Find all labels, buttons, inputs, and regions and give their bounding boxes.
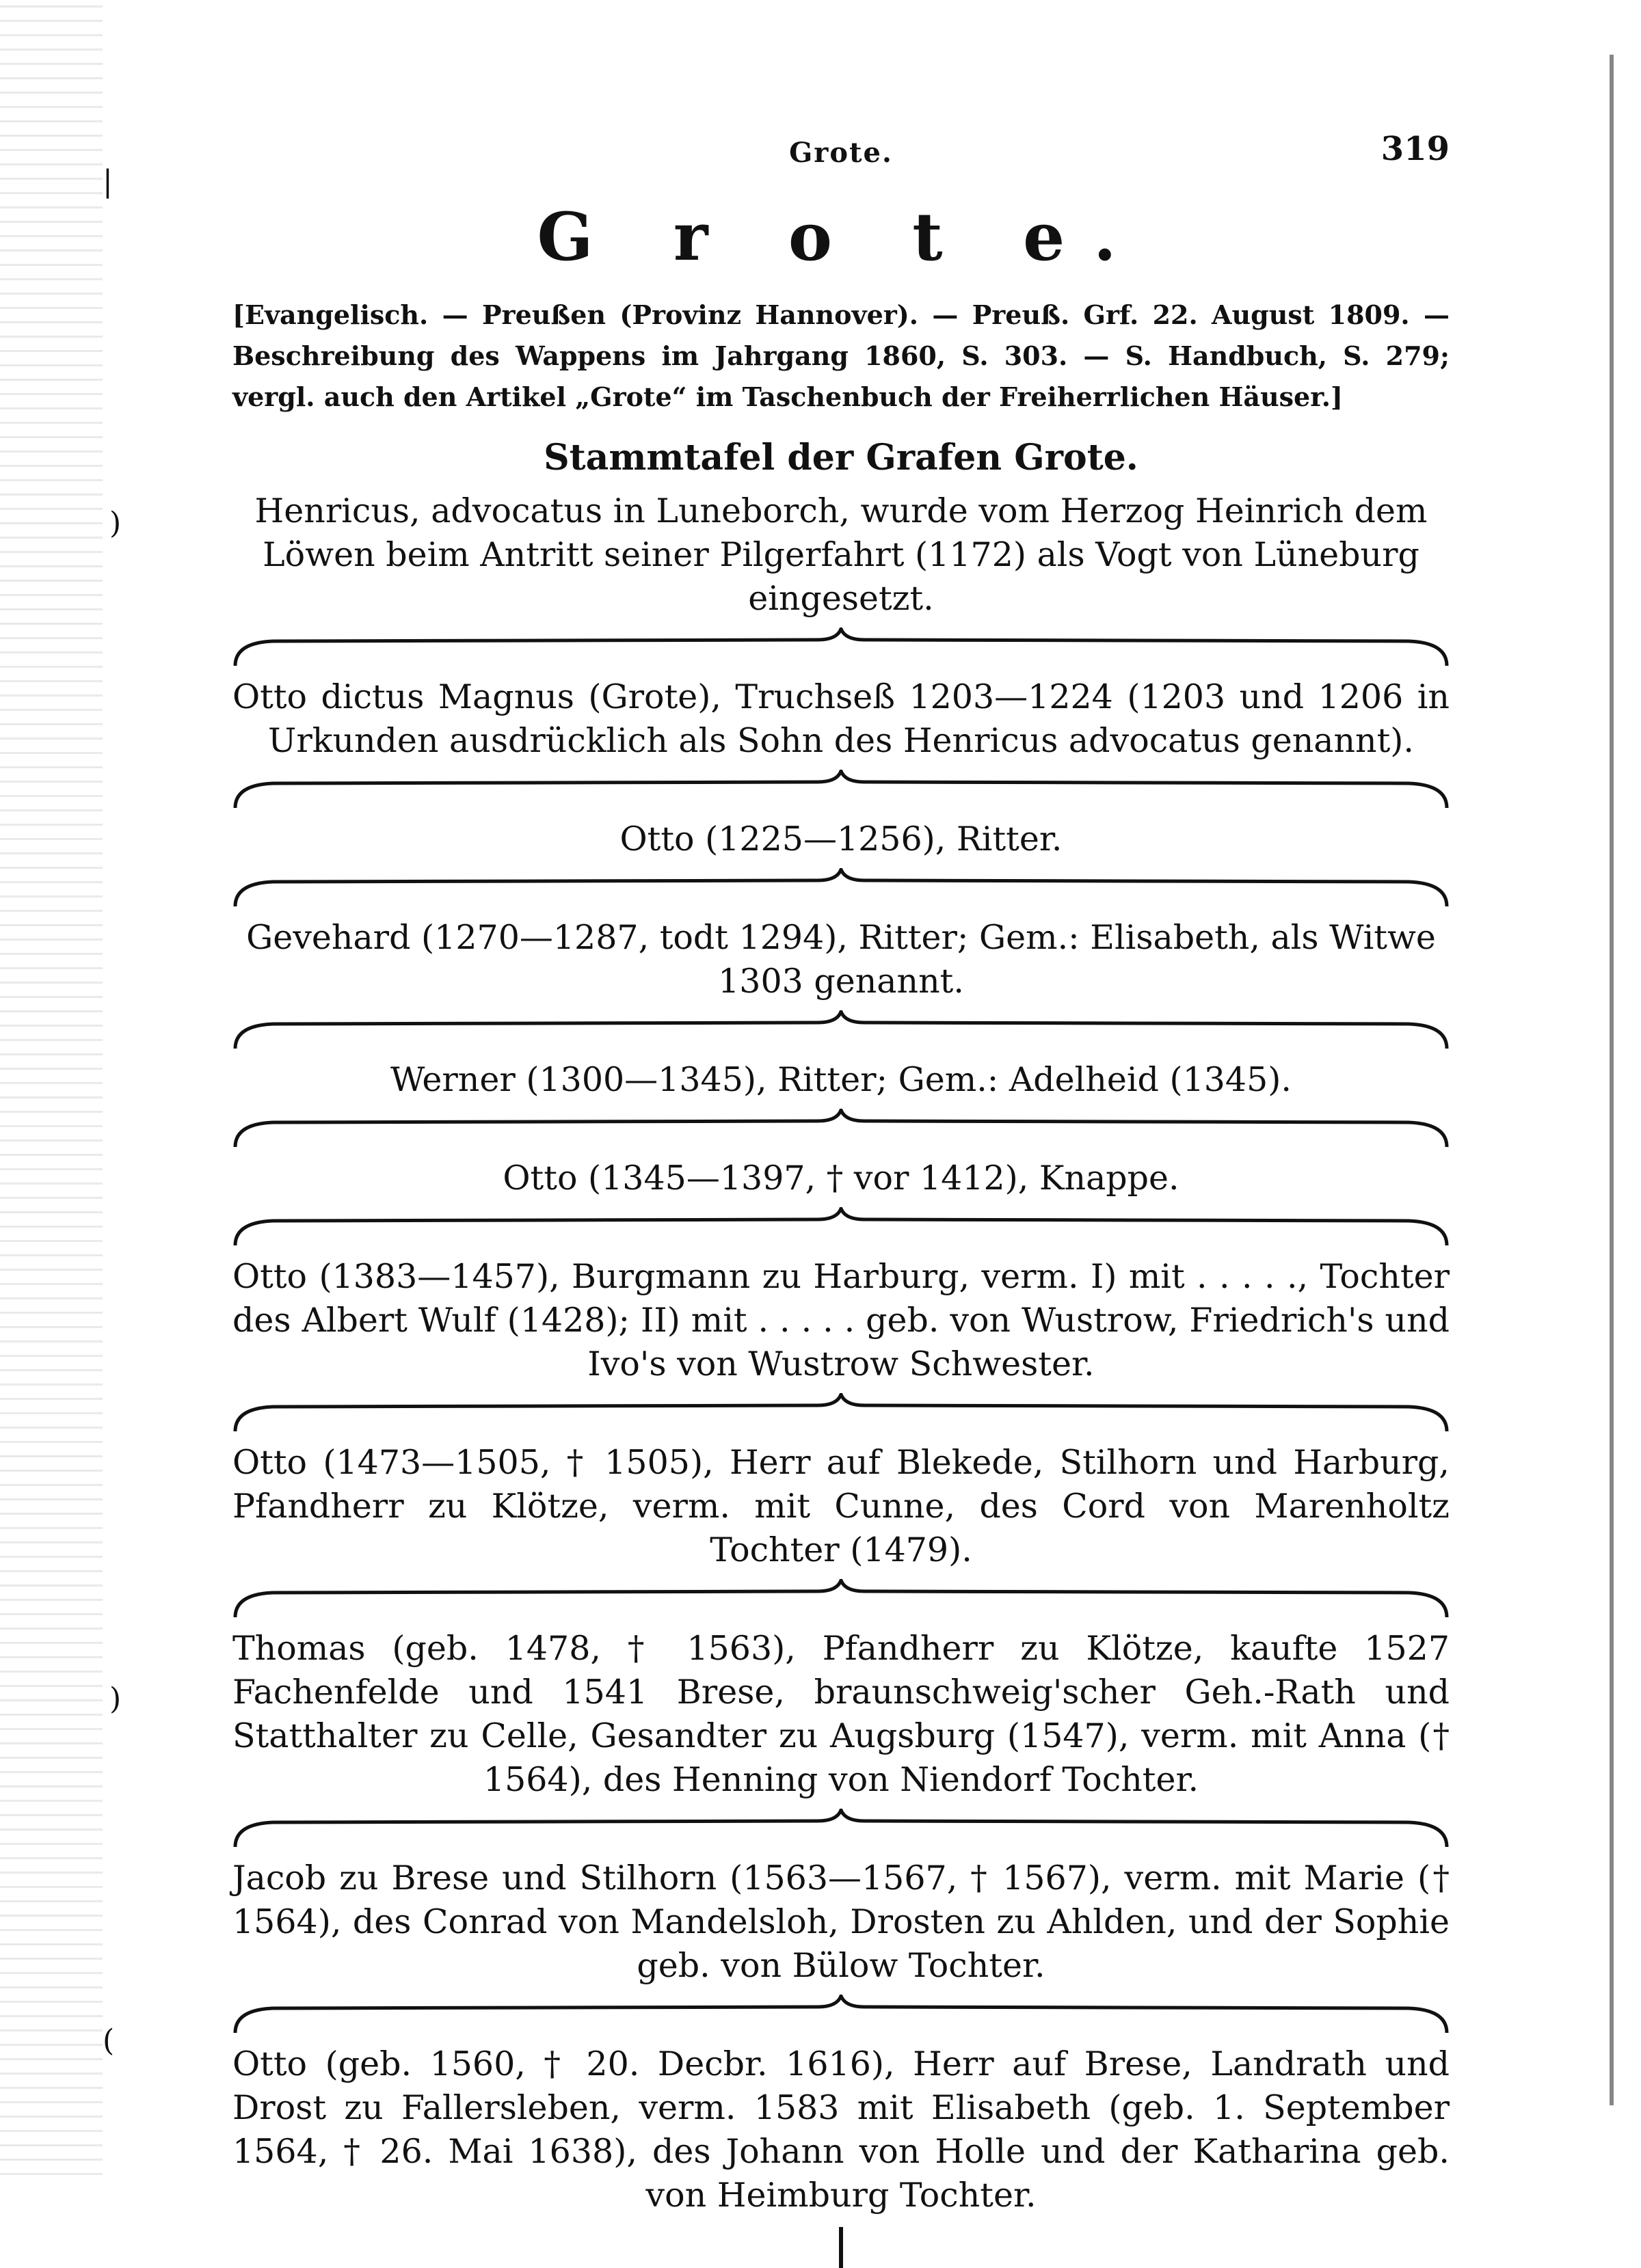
brace-connector	[232, 1010, 1450, 1051]
generation-entry: Jacob zu Brese und Stilhorn (1563—1567, † 1567), verm. mit Marie († 1564), des Conrad von Mandelsloh, Drosten zu Ahlden, und der Sophie geb. von Bülow Tochter.	[232, 1859, 1450, 1985]
generation-entry: Otto (1473—1505, † 1505), Herr auf Blekede, Stilhorn und Harburg, Pfandherr zu Klötze, verm. mit Cunne, des Cord von Marenholtz Tochter (1479).	[232, 1443, 1450, 1569]
brace-connector	[232, 868, 1450, 909]
generation-entry: Thomas (geb. 1478, † 1563), Pfandherr zu Klötze, kaufte 1527 Fachenfelde und 1541 Brese, braunschweig'scher Geh.-Rath und Statthalter zu Celle, Gesandter zu Augsburg (1547), verm. mit Anna († 1564), des Henning von Niendorf Tochter.	[232, 1629, 1450, 1799]
scan-mark: )	[109, 1682, 122, 1716]
brace-connector	[232, 1393, 1450, 1434]
brace-connector	[232, 1109, 1450, 1150]
scan-right-edge	[1610, 55, 1614, 2105]
generation-entry: Henricus, advocatus in Luneborch, wurde vom Herzog Heinrich dem Löwen beim Antritt seiner Pilgerfahrt (1172) als Vogt von Lüneburg eingesetzt.	[254, 491, 1428, 618]
genealogy-table	[232, 489, 1450, 2268]
intro-paragraph: [Evangelisch. — Preußen (Provinz Hannover). — Preuß. Grf. 22. August 1809. — Beschreibung des Wappens im Jahrgang 1860, S. 303. — S. Handbuch, S. 279; vergl. auch den Artikel „Grote“ im Taschenbuch der Freiherrlichen Häuser.]	[232, 299, 1450, 412]
brace-connector	[232, 1809, 1450, 1850]
scan-mark: (	[103, 2023, 115, 2058]
brace-connector	[232, 627, 1450, 669]
running-head-title: Grote.	[789, 137, 893, 169]
generation-entry: Otto (1345—1397, † vor 1412), Knappe.	[503, 1159, 1179, 1198]
scan-mark: )	[109, 506, 122, 541]
brace-connector	[232, 1207, 1450, 1248]
brace-connector	[232, 1995, 1450, 2036]
generation-entry: Otto (geb. 1560, † 20. Decbr. 1616), Herr auf Brese, Landrath und Drost zu Fallersleben, verm. 1583 mit Elisabeth (geb. 1. September 1564, † 26. Mai 1638), des Johann von Holle und der Katharina geb. von Heimburg Tochter.	[232, 2044, 1450, 2215]
book-page	[232, 123, 1450, 2268]
descent-line	[839, 2227, 843, 2268]
generation-entry: Otto dictus Magnus (Grote), Truchseß 1203—1224 (1203 und 1206 in Urkunden ausdrücklich als Sohn des Henricus advocatus genannt).	[232, 677, 1450, 760]
running-head	[232, 123, 1450, 178]
scan-left-edge	[0, 0, 103, 2187]
brace-connector	[232, 770, 1450, 811]
generation-entry: Otto (1383—1457), Burgmann zu Harburg, verm. I) mit . . . . ., Tochter des Albert Wulf (1428); II) mit . . . . . geb. von Wustrow, Friedrich's und Ivo's von Wustrow Schwester.	[232, 1257, 1450, 1383]
brace-connector	[232, 1579, 1450, 1620]
page-number: 319	[1380, 130, 1450, 168]
generation-entry: Otto (1225—1256), Ritter.	[619, 820, 1063, 859]
genealogy-subtitle: Stammtafel der Grafen Grote.	[544, 437, 1138, 478]
generation-entry: Werner (1300—1345), Ritter; Gem.: Adelheid (1345).	[390, 1060, 1292, 1099]
scan-mark: |	[103, 164, 113, 199]
generation-entry: Gevehard (1270—1287, todt 1294), Ritter; Gem.: Elisabeth, als Witwe 1303 genannt.	[246, 918, 1436, 1001]
family-title: G r o t e.	[537, 198, 1145, 275]
